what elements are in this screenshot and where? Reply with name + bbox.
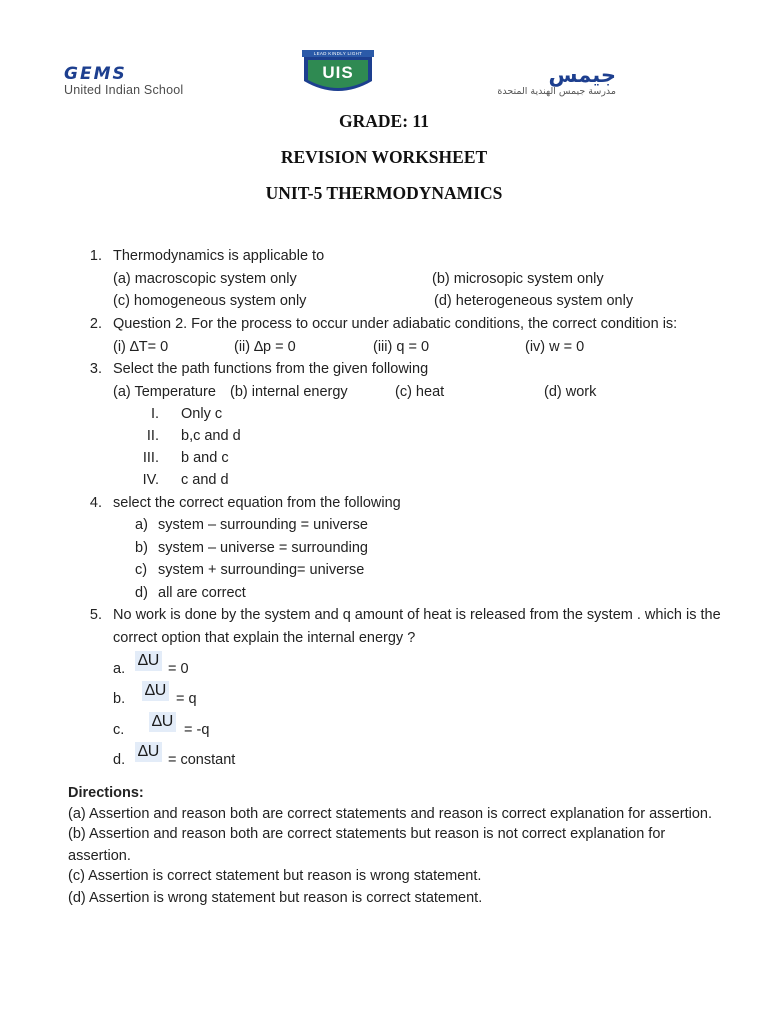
q2-option-i: (i) ∆T= 0 <box>113 339 169 355</box>
q3-option-text: b,c and d <box>181 428 241 444</box>
q5-option-text: = 0 <box>168 661 189 677</box>
q3-text: Select the path functions from the given following <box>113 361 429 377</box>
gems-logo <box>64 66 234 97</box>
q5-text-line1: No work is done by the system and q amount of heat is released from the system . which is the <box>113 607 721 623</box>
school-name: United Indian School <box>64 83 184 97</box>
uis-ribbon: LEAD KINDLY LIGHT <box>302 50 374 57</box>
q5-option-text: = -q <box>184 722 210 738</box>
q3-number: 3. <box>89 361 102 377</box>
q4-option-text: system – universe = surrounding <box>158 540 368 556</box>
directions-heading: Directions: <box>68 785 144 801</box>
q1-option-b: (b) microsopic system only <box>432 271 604 287</box>
uis-wordmark: UIS <box>322 63 354 82</box>
worksheet-title: REVISION WORKSHEET <box>280 147 488 167</box>
q4-option-label: c) <box>135 562 148 578</box>
q3-option-text: b and c <box>181 450 229 466</box>
delta-u-text: ∆U <box>149 712 176 732</box>
q5-text-line2: correct option that explain the internal energy ? <box>113 630 416 646</box>
grade-title: GRADE: 11 <box>339 111 429 131</box>
q2-option-ii: (ii) ∆p = 0 <box>234 339 296 355</box>
q5-option-label: d. <box>113 752 126 768</box>
q3-item-a: (a) Temperature <box>113 384 216 400</box>
delta-u-symbol <box>142 681 169 701</box>
q3-option-label: II. <box>146 428 159 444</box>
q5-option-label: b. <box>113 691 126 707</box>
direction-c: (c) Assertion is correct statement but reason is wrong statement. <box>68 868 482 884</box>
delta-u-text: ∆U <box>135 742 162 762</box>
q5-option-text: = q <box>176 691 197 707</box>
arabic-school-name: مدرسة جيمس الهندية المتحدة <box>497 86 616 97</box>
q4-option-text: all are correct <box>158 585 246 601</box>
q1-text: Thermodynamics is applicable to <box>113 248 325 264</box>
q1-option-d: (d) heterogeneous system only <box>434 293 634 309</box>
q2-option-iii: (iii) q = 0 <box>373 339 430 355</box>
delta-u-text: ∆U <box>135 651 162 671</box>
q1-number: 1. <box>89 248 102 264</box>
q1-option-c: (c) homogeneous system only <box>113 293 307 309</box>
q3-item-b: (b) internal energy <box>230 384 348 400</box>
arabic-wordmark: جيمس <box>548 63 616 87</box>
gems-wordmark: GEMS <box>64 64 127 84</box>
delta-u-symbol <box>135 742 162 762</box>
q5-number: 5. <box>89 607 102 623</box>
direction-d: (d) Assertion is wrong statement but reason is correct statement. <box>68 890 483 906</box>
q4-option-label: a) <box>135 517 148 533</box>
q2-option-iv: (iv) w = 0 <box>525 339 585 355</box>
uis-logo <box>302 50 374 96</box>
q5-option-text: = constant <box>168 752 236 768</box>
q3-option-text: c and d <box>181 472 229 488</box>
q4-option-text: system + surrounding= universe <box>158 562 365 578</box>
q3-option-label: III. <box>142 450 159 466</box>
q2-number: 2. <box>89 316 102 332</box>
q3-option-text: Only c <box>181 406 223 422</box>
q2-text: Question 2. For the process to occur under adiabatic conditions, the correct condition is: <box>113 316 678 332</box>
direction-b-line1: (b) Assertion and reason both are correct statements but reason is not correct explanation for <box>68 826 666 842</box>
direction-b-line2: assertion. <box>68 848 131 864</box>
delta-u-symbol <box>135 651 162 671</box>
q4-text: select the correct equation from the following <box>113 495 401 511</box>
q3-item-c: (c) heat <box>395 384 445 400</box>
delta-u-text: ∆U <box>142 681 169 701</box>
q1-option-a: (a) macroscopic system only <box>113 271 297 287</box>
arabic-logo <box>446 64 616 98</box>
q3-item-d: (d) work <box>544 384 597 400</box>
q3-option-label: I. <box>150 406 159 422</box>
q4-option-text: system – surrounding = universe <box>158 517 368 533</box>
unit-title: UNIT-5 THERMODYNAMICS <box>265 183 503 203</box>
delta-u-symbol <box>149 712 176 732</box>
q4-number: 4. <box>89 495 102 511</box>
q3-option-label: IV. <box>142 472 159 488</box>
direction-a: (a) Assertion and reason both are correct statements and reason is correct explanation for assertion. <box>68 806 712 822</box>
q5-option-label: c. <box>113 722 125 738</box>
q4-option-label: d) <box>135 585 148 601</box>
q4-option-label: b) <box>135 540 148 556</box>
q5-option-label: a. <box>113 661 126 677</box>
